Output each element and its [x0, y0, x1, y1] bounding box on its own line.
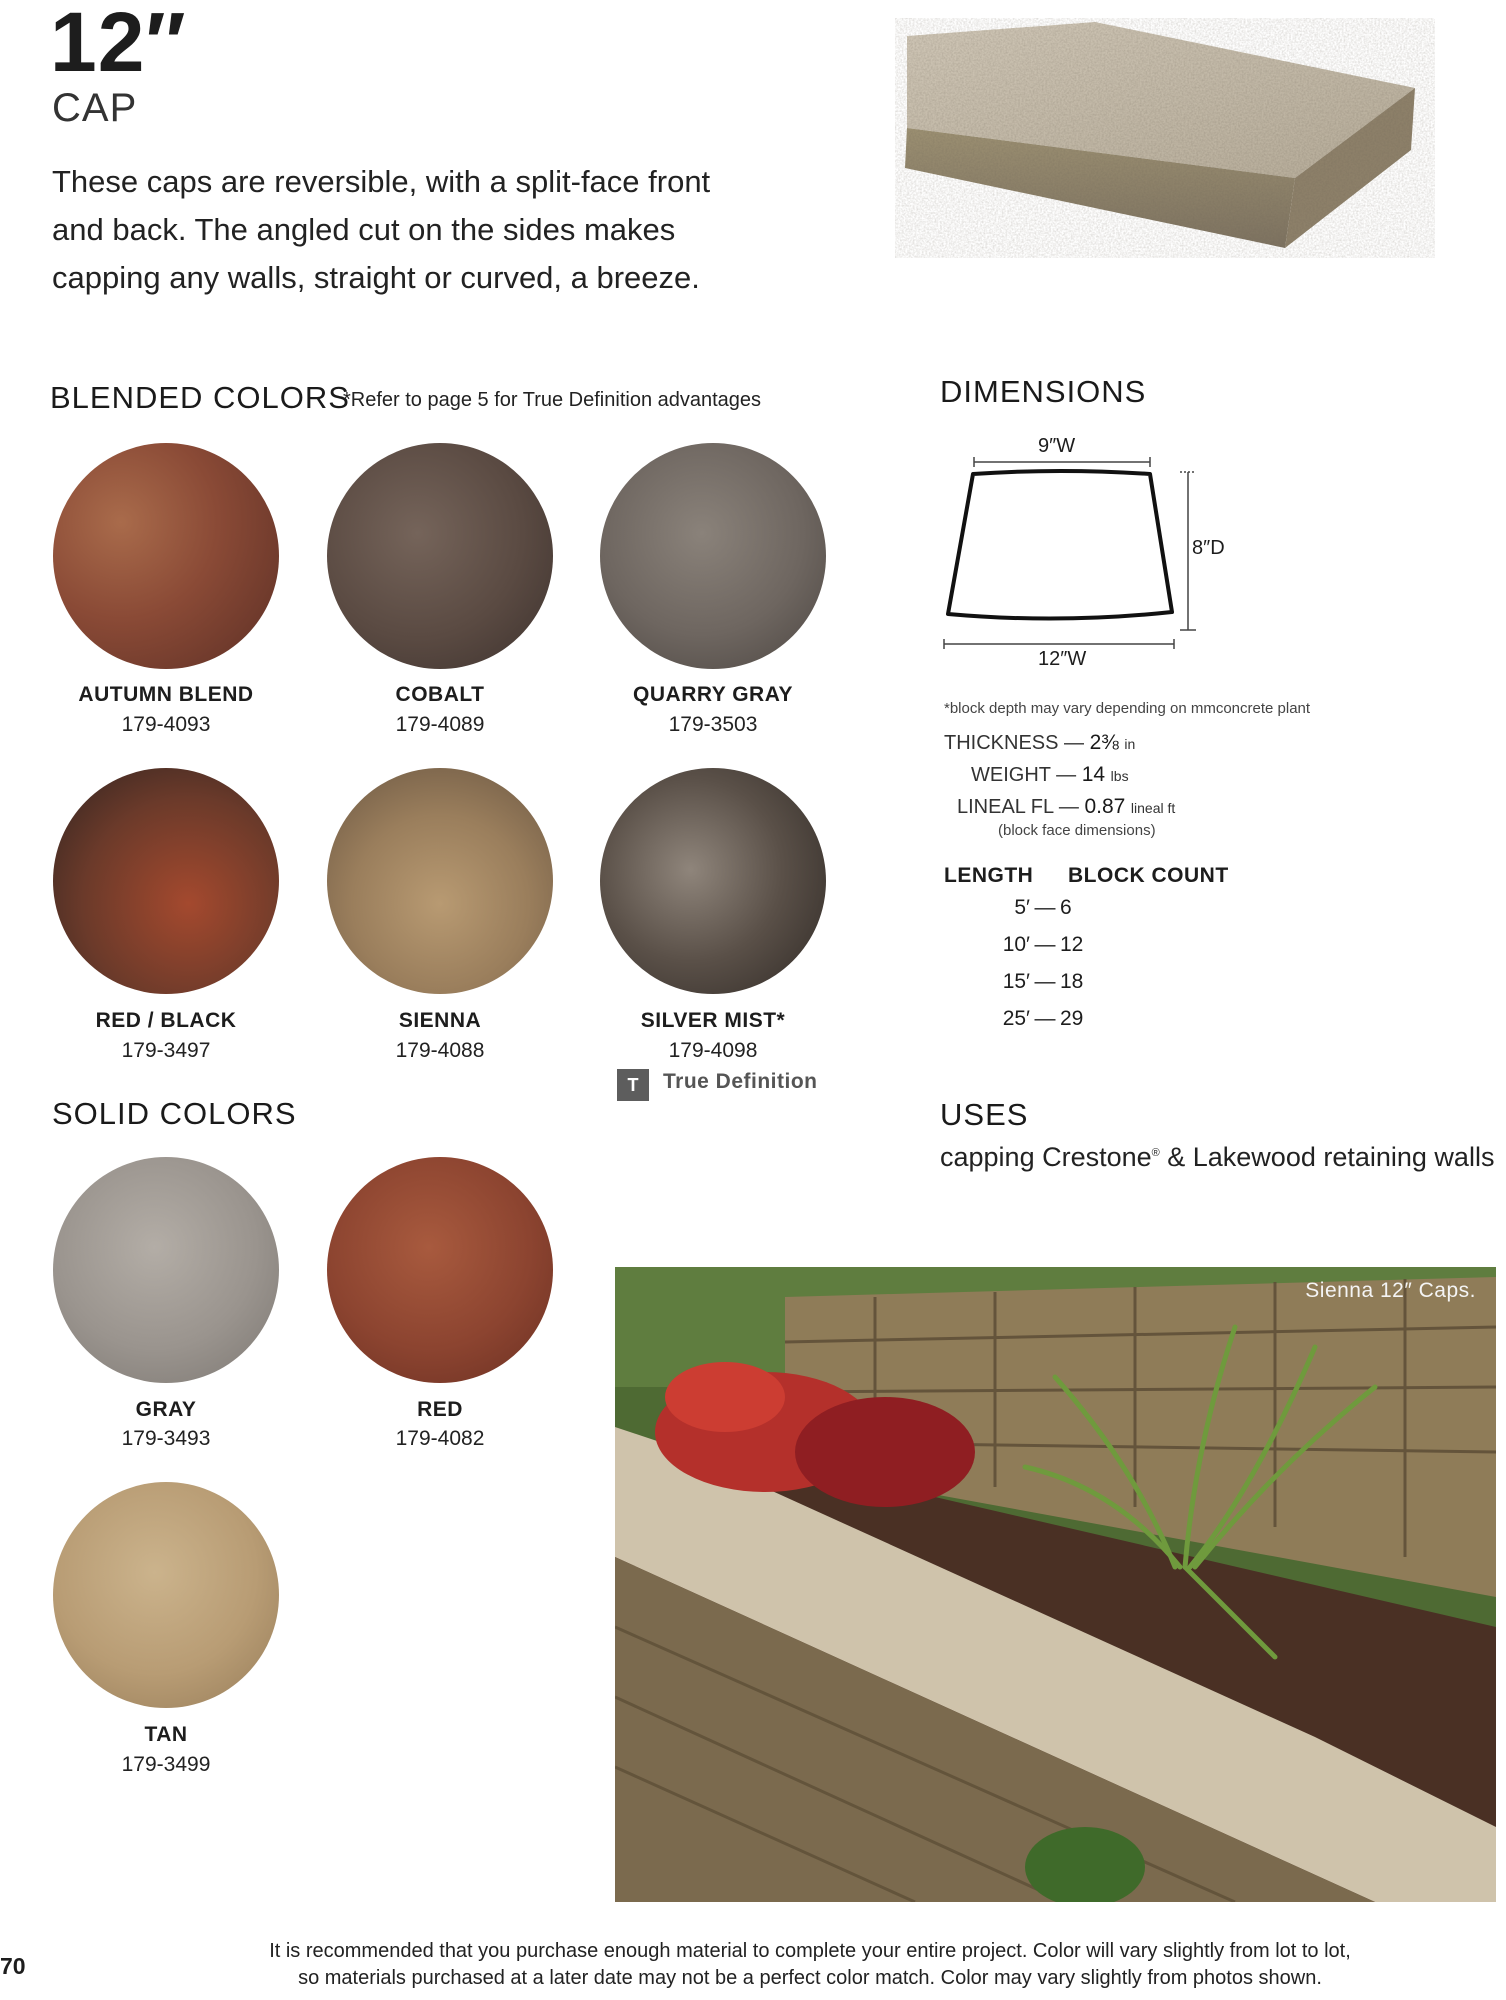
table-row: 10′ — 12: [1002, 933, 1084, 956]
lineal-note: (block face dimensions): [998, 822, 1156, 839]
swatch-cobalt[interactable]: [327, 443, 553, 669]
photo-caption: Sienna 12″ Caps.: [1305, 1279, 1476, 1302]
footer-line: so materials purchased at a later date may not be a perfect color match. Color may vary slightly from photos shown.: [298, 1967, 1322, 1989]
blended-colors-title: BLENDED COLORS: [50, 380, 350, 415]
swatch-autumn-blend[interactable]: [53, 443, 279, 669]
garden-wall-photo: [615, 1267, 1496, 1902]
lineal-spec: LINEAL FL — 0.87 lineal ft: [957, 795, 1176, 818]
footer-line: It is recommended that you purchase enough material to complete your entire project. Color will vary slightly from lot to lot,: [269, 1940, 1351, 1962]
color-code: 179-3497: [121, 1039, 211, 1062]
swatch-quarry-gray[interactable]: [600, 443, 826, 669]
true-definition-icon: T: [617, 1069, 649, 1101]
color-code: 179-3503: [668, 713, 758, 736]
length-header: LENGTH: [944, 864, 1034, 887]
swatch-silver-mist[interactable]: [600, 768, 826, 994]
color-name: COBALT: [395, 683, 485, 706]
swatch-red[interactable]: [327, 1157, 553, 1383]
color-code: 179-4093: [121, 713, 211, 736]
true-definition-label: True Definition: [663, 1070, 818, 1093]
weight-spec: WEIGHT — 14 lbs: [971, 763, 1129, 786]
color-code: 179-3493: [121, 1427, 211, 1450]
true-definition-note: *Refer to page 5 for True Definition advantages: [343, 389, 762, 411]
product-type: CAP: [52, 86, 138, 130]
color-name: SIENNA: [398, 1009, 482, 1032]
table-row: 25′ — 29: [1002, 1007, 1084, 1030]
thickness-spec: THICKNESS — 2⅜ in: [944, 731, 1136, 754]
color-name: RED / BLACK: [95, 1009, 237, 1032]
product-description: These caps are reversible, with a split-face front and back. The angled cut on the sides makes capping any walls, straight or curved, a breeze.: [52, 164, 711, 295]
color-code: 179-4088: [395, 1039, 485, 1062]
swatch-tan[interactable]: [53, 1482, 279, 1708]
cap-block-image: [895, 18, 1435, 258]
swatch-red-black[interactable]: [53, 768, 279, 994]
table-row: 5′ — 6: [1014, 896, 1072, 919]
color-code: 179-4098: [668, 1039, 758, 1062]
swatch-gray[interactable]: [53, 1157, 279, 1383]
block-count-header: BLOCK COUNT: [1068, 864, 1229, 887]
uses-title: USES: [940, 1097, 1029, 1132]
table-row: 15′ — 18: [1002, 970, 1084, 993]
color-name: QUARRY GRAY: [633, 683, 793, 706]
color-code: 179-4082: [395, 1427, 485, 1450]
dimensions-title: DIMENSIONS: [940, 374, 1147, 409]
dim-footnote: *block depth may vary depending on mmconcrete plant: [944, 700, 1311, 717]
dim-depth: 8″D: [1192, 537, 1225, 559]
color-name: GRAY: [135, 1398, 197, 1421]
swatch-sienna[interactable]: [327, 768, 553, 994]
page-number: 70: [0, 1953, 26, 1979]
color-code: 179-4089: [395, 713, 485, 736]
color-name: RED: [417, 1398, 463, 1421]
dim-bottom-width: 12″W: [1038, 648, 1087, 670]
color-name: SILVER MIST*: [640, 1009, 786, 1032]
product-size: 12″: [50, 0, 187, 89]
solid-colors-title: SOLID COLORS: [52, 1096, 297, 1131]
color-name: AUTUMN BLEND: [78, 683, 254, 706]
color-code: 179-3499: [121, 1753, 211, 1776]
color-name: TAN: [144, 1723, 188, 1746]
dim-top-width: 9″W: [1038, 435, 1076, 457]
uses-text: capping Crestone® & Lakewood retaining walls: [940, 1142, 1495, 1172]
footer-disclaimer: [240, 1938, 1380, 1992]
